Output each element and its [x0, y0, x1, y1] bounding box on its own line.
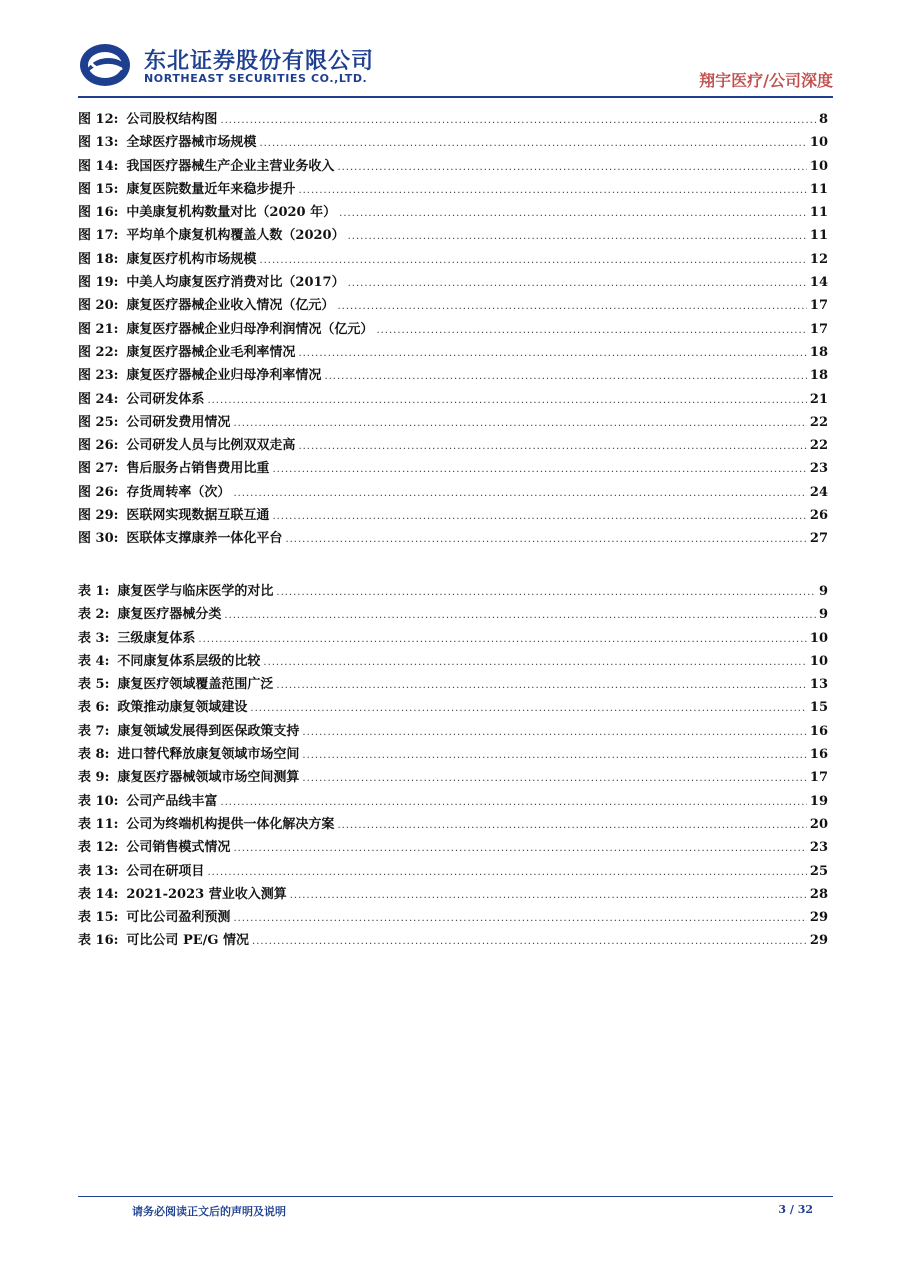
- toc-entry-title: 2021-2023 营业收入测算: [126, 886, 287, 902]
- toc-entry-page: 22: [809, 414, 828, 430]
- page-number: 3 / 32: [778, 1203, 813, 1216]
- table-index: [78, 580, 828, 953]
- toc-entry-number: 表 15:: [78, 910, 119, 926]
- table-toc-entry[interactable]: [78, 906, 828, 929]
- toc-entry-page: 19: [809, 793, 828, 809]
- figure-toc-entry[interactable]: [78, 504, 828, 527]
- toc-dot-leader: [276, 587, 816, 598]
- toc-entry-number: 图 12:: [78, 112, 119, 127]
- toc-entry-title: 医联网实现数据互联互通: [126, 508, 270, 524]
- table-toc-entry[interactable]: [78, 929, 828, 952]
- figure-toc-entry[interactable]: [78, 364, 828, 387]
- figure-toc-entry[interactable]: [78, 481, 828, 504]
- toc-dot-leader: [298, 185, 806, 196]
- toc-dot-leader: [276, 680, 807, 691]
- toc-entry-number: 表 2:: [78, 607, 110, 623]
- northeast-securities-logo-icon: [78, 42, 132, 88]
- toc-entry-number: 图 14:: [78, 158, 119, 174]
- toc-entry-page: 28: [809, 886, 828, 902]
- toc-dot-leader: [302, 773, 807, 784]
- table-toc-entry[interactable]: [78, 766, 828, 789]
- toc-dot-leader: [233, 913, 806, 924]
- toc-entry-title: 康复医疗器械领域市场空间测算: [117, 770, 300, 786]
- toc-dot-leader: [298, 348, 806, 359]
- figure-toc-entry[interactable]: [78, 318, 828, 341]
- toc-entry-title: 可比公司盈利预测: [126, 910, 231, 926]
- toc-entry-number: 图 18:: [78, 251, 119, 267]
- toc-dot-leader: [220, 797, 806, 808]
- toc-entry-page: 16: [809, 723, 828, 739]
- toc-entry-number: 表 9:: [78, 770, 110, 786]
- toc-entry-number: 表 12:: [78, 840, 119, 856]
- toc-entry-title: 康复医疗机构市场规模: [126, 251, 257, 267]
- toc-entry-number: 表 16:: [78, 933, 119, 949]
- toc-entry-title: 存货周转率（次）: [126, 484, 231, 500]
- table-toc-entry[interactable]: [78, 650, 828, 673]
- toc-entry-title: 康复医疗领域覆盖范围广泛: [117, 677, 274, 693]
- toc-dot-leader: [337, 301, 806, 312]
- toc-entry-title: 可比公司 PE/G 情况: [126, 933, 250, 949]
- toc-entry-title: 康复医疗器械分类: [117, 607, 222, 623]
- figure-toc-entry[interactable]: [78, 341, 828, 364]
- table-toc-entry[interactable]: [78, 836, 828, 859]
- toc-entry-number: 表 10:: [78, 793, 119, 809]
- toc-entry-number: 图 19:: [78, 275, 119, 291]
- toc-entry-page: 13: [809, 677, 828, 693]
- report-tag: 翔宇医疗/公司深度: [699, 71, 833, 90]
- toc-entry-page: 10: [809, 135, 828, 151]
- toc-entry-title: 公司产品线丰富: [126, 793, 218, 809]
- toc-dot-leader: [252, 936, 807, 947]
- toc-entry-number: 图 16:: [78, 205, 119, 221]
- figure-toc-entry[interactable]: [78, 527, 828, 550]
- toc-entry-page: 29: [809, 933, 828, 949]
- toc-entry-number: 表 3:: [78, 630, 110, 646]
- toc-entry-title: 售后服务占销售费用比重: [126, 461, 270, 477]
- toc-entry-page: 16: [809, 747, 828, 763]
- toc-entry-title: 康复医疗器械企业毛利率情况: [126, 344, 296, 360]
- toc-entry-number: 图 13:: [78, 135, 119, 151]
- toc-entry-page: 17: [809, 321, 828, 337]
- toc-entry-number: 表 11:: [78, 816, 119, 832]
- toc-dot-leader: [337, 162, 806, 173]
- toc-entry-page: 9: [818, 607, 828, 623]
- toc-dot-leader: [348, 278, 807, 289]
- page-header: [78, 38, 833, 94]
- toc-entry-title: 不同康复体系层级的比较: [117, 653, 261, 669]
- figure-toc-entry[interactable]: [78, 108, 828, 131]
- toc-entry-page: 24: [809, 484, 828, 500]
- figure-index: [78, 108, 828, 551]
- toc-dot-leader: [348, 231, 807, 242]
- figure-toc-entry[interactable]: [78, 294, 828, 317]
- toc-entry-number: 图 26:: [78, 484, 119, 500]
- toc-entry-number: 图 27:: [78, 461, 119, 477]
- table-toc-entry[interactable]: [78, 627, 828, 650]
- toc-entry-page: 22: [809, 438, 828, 454]
- figure-toc-entry[interactable]: [78, 248, 828, 271]
- toc-dot-leader: [324, 371, 806, 382]
- toc-entry-page: 21: [809, 391, 828, 407]
- toc-entry-title: 公司研发体系: [126, 391, 205, 407]
- figure-toc-entry[interactable]: [78, 271, 828, 294]
- toc-entry-title: 平均单个康复机构覆盖人数（2020）: [126, 228, 345, 244]
- toc-dot-leader: [285, 534, 806, 545]
- toc-dot-leader: [224, 610, 816, 621]
- toc-entry-page: 29: [809, 910, 828, 926]
- toc-entry-title: 公司销售模式情况: [126, 840, 231, 856]
- header-divider: [78, 96, 833, 98]
- toc-entry-title: 公司在研项目: [126, 863, 205, 879]
- table-toc-entry[interactable]: [78, 696, 828, 719]
- toc-entry-page: 11: [809, 228, 828, 244]
- toc-entry-title: 医联体支撑康养一体化平台: [126, 531, 283, 547]
- toc-entry-number: 图 21:: [78, 321, 119, 337]
- toc-dot-leader: [272, 464, 806, 475]
- toc-entry-title: 康复领域发展得到医保政策支持: [117, 723, 300, 739]
- toc-entry-page: 18: [809, 344, 828, 360]
- toc-entry-title: 公司研发人员与比例双双走高: [126, 438, 296, 454]
- toc-entry-title: 公司股权结构图: [126, 112, 218, 127]
- toc-entry-page: 10: [809, 653, 828, 669]
- table-toc-entry[interactable]: [78, 673, 828, 696]
- toc-dot-leader: [233, 418, 806, 429]
- toc-dot-leader: [207, 867, 806, 878]
- figure-toc-entry[interactable]: [78, 411, 828, 434]
- toc-entry-title: 康复医疗器械企业归母净利率情况: [126, 368, 322, 384]
- toc-entry-page: 27: [809, 531, 828, 547]
- figure-toc-entry[interactable]: [78, 178, 828, 201]
- toc-entry-page: 10: [809, 158, 828, 174]
- toc-entry-title: 康复医疗器械企业归母净利润情况（亿元）: [126, 321, 374, 337]
- toc-entry-number: 图 29:: [78, 508, 119, 524]
- figure-toc-entry[interactable]: [78, 457, 828, 480]
- toc-entry-number: 表 4:: [78, 653, 110, 669]
- toc-entry-page: 23: [809, 840, 828, 856]
- toc-entry-number: 图 26:: [78, 438, 119, 454]
- toc-entry-page: 18: [809, 368, 828, 384]
- table-toc-entry[interactable]: [78, 883, 828, 906]
- toc-entry-page: 11: [809, 205, 828, 221]
- toc-dot-leader: [302, 727, 807, 738]
- toc-dot-leader: [337, 820, 806, 831]
- toc-entry-title: 政策推动康复领域建设: [117, 700, 248, 716]
- toc-entry-number: 图 24:: [78, 391, 119, 407]
- toc-dot-leader: [220, 115, 816, 126]
- figure-toc-entry[interactable]: [78, 131, 828, 154]
- figure-toc-entry[interactable]: [78, 388, 828, 411]
- toc-entry-page: 23: [809, 461, 828, 477]
- toc-entry-page: 17: [809, 298, 828, 314]
- toc-dot-leader: [263, 657, 807, 668]
- toc-entry-number: 表 13:: [78, 863, 119, 879]
- table-toc-entry[interactable]: [78, 813, 828, 836]
- toc-entry-page: 9: [818, 584, 828, 599]
- table-toc-entry[interactable]: [78, 860, 828, 883]
- toc-entry-number: 图 30:: [78, 531, 119, 547]
- toc-entry-title: 中美康复机构数量对比（2020 年）: [126, 205, 337, 221]
- toc-dot-leader: [233, 488, 806, 499]
- figure-toc-entry[interactable]: [78, 155, 828, 178]
- toc-entry-page: 15: [809, 700, 828, 716]
- toc-entry-page: 11: [809, 181, 828, 197]
- toc-entry-title: 公司为终端机构提供一体化解决方案: [126, 816, 335, 832]
- toc-entry-number: 表 7:: [78, 723, 110, 739]
- toc-entry-page: 26: [809, 508, 828, 524]
- toc-dot-leader: [233, 843, 806, 854]
- toc-entry-title: 三级康复体系: [117, 630, 196, 646]
- toc-dot-leader: [259, 255, 806, 266]
- toc-entry-number: 表 5:: [78, 677, 110, 693]
- footer-divider: [78, 1196, 833, 1197]
- toc-dot-leader: [302, 750, 807, 761]
- toc-dot-leader: [290, 890, 807, 901]
- table-toc-entry[interactable]: [78, 720, 828, 743]
- company-name-en: NORTHEAST SECURITIES CO.,LTD.: [144, 72, 368, 85]
- toc-entry-number: 表 8:: [78, 747, 110, 763]
- toc-entry-page: 20: [809, 816, 828, 832]
- toc-dot-leader: [272, 511, 806, 522]
- toc-entry-title: 康复医疗器械企业收入情况（亿元）: [126, 298, 335, 314]
- toc-entry-title: 公司研发费用情况: [126, 414, 231, 430]
- toc-entry-number: 图 15:: [78, 181, 119, 197]
- toc-entry-number: 图 20:: [78, 298, 119, 314]
- toc-dot-leader: [376, 325, 806, 336]
- table-toc-entry[interactable]: [78, 743, 828, 766]
- toc-entry-title: 进口替代释放康复领域市场空间: [117, 747, 300, 763]
- toc-dot-leader: [198, 634, 807, 645]
- toc-entry-title: 中美人均康复医疗消费对比（2017）: [126, 275, 345, 291]
- figure-toc-entry[interactable]: [78, 434, 828, 457]
- toc-dot-leader: [259, 138, 806, 149]
- table-toc-entry[interactable]: [78, 603, 828, 626]
- toc-entry-page: 25: [809, 863, 828, 879]
- toc-entry-page: 17: [809, 770, 828, 786]
- toc-entry-number: 表 1:: [78, 584, 110, 599]
- toc-entry-page: 8: [818, 112, 828, 127]
- table-toc-entry[interactable]: [78, 790, 828, 813]
- toc-entry-title: 康复医学与临床医学的对比: [117, 584, 274, 599]
- toc-dot-leader: [250, 703, 807, 714]
- toc-entry-number: 图 23:: [78, 368, 119, 384]
- toc-entry-page: 14: [809, 275, 828, 291]
- toc-entry-page: 10: [809, 630, 828, 646]
- toc-entry-number: 表 14:: [78, 886, 119, 902]
- toc-entry-title: 全球医疗器械市场规模: [126, 135, 257, 151]
- toc-dot-leader: [339, 208, 807, 219]
- toc-entry-number: 表 6:: [78, 700, 110, 716]
- toc-entry-number: 图 17:: [78, 228, 119, 244]
- company-name-cn: 东北证券股份有限公司: [144, 49, 375, 74]
- toc-dot-leader: [298, 441, 806, 452]
- toc-entry-number: 图 25:: [78, 414, 119, 430]
- figure-toc-entry[interactable]: [78, 224, 828, 247]
- toc-entry-title: 康复医院数量近年来稳步提升: [126, 181, 296, 197]
- toc-entry-number: 图 22:: [78, 344, 119, 360]
- footer-disclaimer: 请务必阅读正文后的声明及说明: [132, 1205, 286, 1218]
- toc-entry-page: 12: [809, 251, 828, 267]
- toc-dot-leader: [207, 395, 806, 406]
- figure-toc-entry[interactable]: [78, 201, 828, 224]
- toc-entry-title: 我国医疗器械生产企业主营业务收入: [126, 158, 335, 174]
- table-toc-entry[interactable]: [78, 580, 828, 603]
